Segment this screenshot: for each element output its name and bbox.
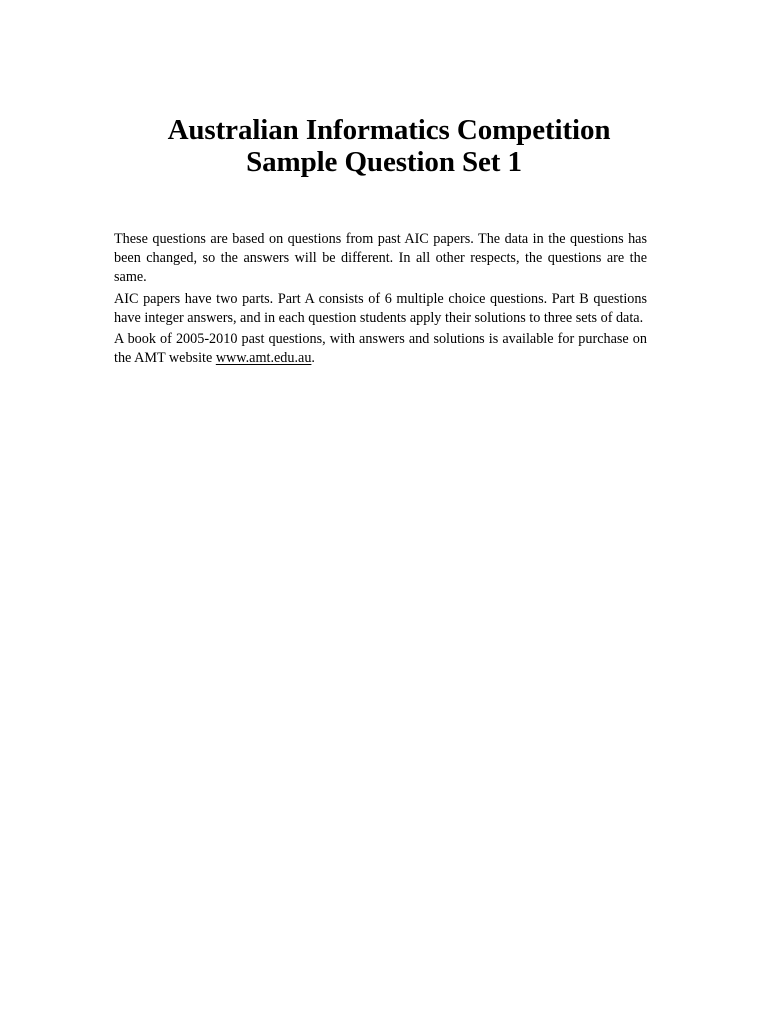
body-text	[114, 230, 647, 370]
title-line-1: Australian Informatics Competition	[167, 114, 611, 146]
paragraph-intro: These questions are based on questions from past AIC papers. The data in the questions has been changed, so the answers will be different. In all other respects, the questions are the same.	[114, 231, 647, 286]
paragraph-book-info	[114, 330, 647, 368]
paragraph-book-text: A book of 2005-2010 past questions, with answers and solutions is available for purchase on the AMT website	[114, 331, 647, 367]
paragraph-paper-structure: AIC papers have two parts. Part A consists of 6 multiple choice questions. Part B questions have integer answers, and in each question students apply their solutions to three sets of data.	[114, 290, 647, 326]
paragraph-book-end: .	[311, 350, 315, 367]
amt-website-link[interactable]: www.amt.edu.au	[215, 350, 312, 367]
page-title	[0, 114, 768, 178]
title-line-2: Sample Question Set 1	[246, 146, 522, 178]
